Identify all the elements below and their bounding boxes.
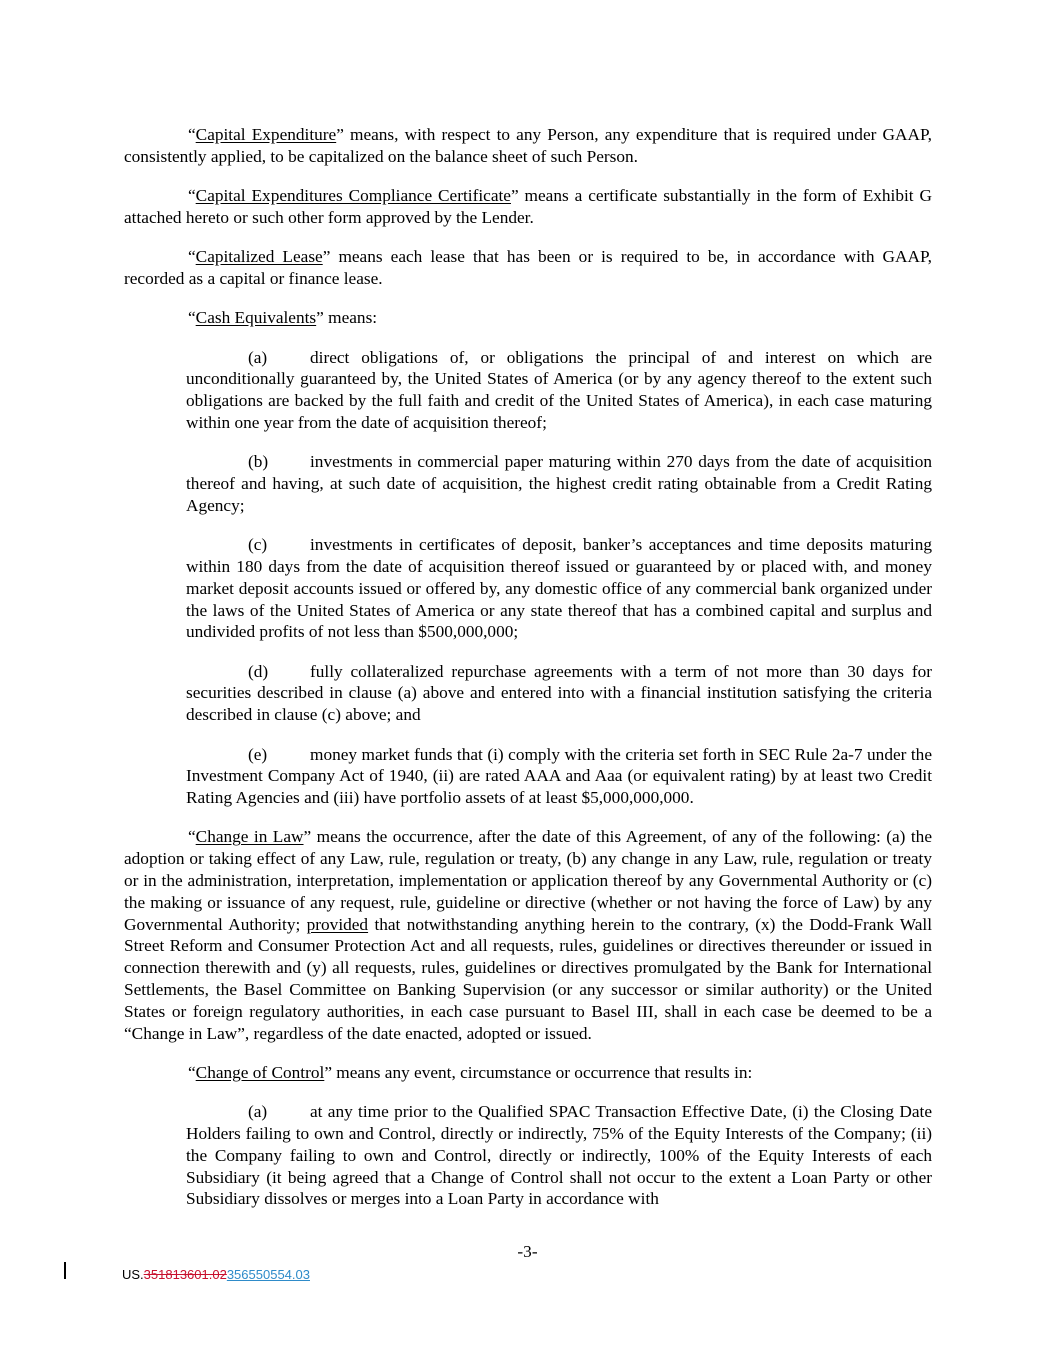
clause-label: (c) (248, 535, 268, 555)
revision-change-bar (64, 1262, 66, 1279)
definition-text: ” means: (316, 308, 378, 328)
open-quote: “ (188, 125, 196, 144)
clause-d (186, 661, 932, 726)
definition-change-of-control (124, 1062, 932, 1084)
defined-term: Change in Law (195, 827, 304, 847)
open-quote: “ (188, 247, 196, 267)
document-body (124, 124, 932, 1228)
clause-text: direct obligations of, or obligations the principal of and interest on which are unconditionally guaranteed by, the United States of America (or by any agency thereof to the extent such obligations are backed by the full faith and credit of the United States of America), in each case maturing within one year from the date of acquisition thereof; (186, 347, 932, 432)
defined-term: Capital Expenditure (195, 125, 337, 144)
definition-change-in-law (124, 826, 932, 1044)
definition-text: ” means, with respect to any Person, any expenditure that is required under GAAP, consistently applied, to be capitalized on the balance sheet of such Person. (124, 125, 932, 166)
open-quote: “ (188, 308, 196, 328)
document-id-inserted: 356550554.03 (226, 1267, 310, 1282)
clause-label: (b) (248, 452, 269, 472)
document-id-prefix: US. (122, 1267, 144, 1282)
clause-c (186, 534, 932, 643)
definition-capital-expenditure (124, 124, 932, 168)
defined-term: Cash Equivalents (195, 308, 317, 328)
definition-cash-equivalents (124, 307, 932, 329)
open-quote: “ (188, 186, 196, 206)
clause-text: money market funds that (i) comply with the criteria set forth in SEC Rule 2a-7 under the Investment Company Act of 1940, (ii) are rated AAA and Aaa (or equivalent rating) by at least two Credit Rating Agencies and (iii) have portfolio assets of at least $5,000,000,000. (186, 744, 932, 808)
definition-text: ” means a certificate substantially in the form of Exhibit G attached hereto or such other form approved by the Lender. (124, 186, 932, 227)
defined-term: Capital Expenditures Compliance Certificate (195, 186, 511, 206)
provided-term: provided (306, 914, 369, 934)
clause-b (186, 451, 932, 516)
clause-label: (e) (248, 744, 268, 764)
definition-capitalized-lease (124, 246, 932, 290)
change-of-control-clause-a (186, 1101, 932, 1210)
clause-label: (d) (248, 661, 269, 681)
clause-label: (a) (248, 1102, 268, 1122)
page-number: -3- (517, 1242, 538, 1261)
document-id-deleted: 351813601.02 (143, 1267, 227, 1282)
definition-capex-compliance-certificate (124, 185, 932, 229)
clause-text: investments in commercial paper maturing within 270 days from the date of acquisition thereof and having, at such date of acquisition, the highest credit rating obtainable from a Credit Rating Agency; (186, 452, 932, 515)
defined-term: Capitalized Lease (195, 247, 323, 267)
clause-text: fully collateralized repurchase agreements with a term of not more than 30 days for securities described in clause (a) above and entered into with a financial institution satisfying the criteria described in clause (c) above; and (186, 661, 932, 725)
open-quote: “ (188, 827, 196, 847)
defined-term: Change of Control (195, 1062, 325, 1082)
clause-e (186, 744, 932, 809)
clause-text: investments in certificates of deposit, banker’s acceptances and time deposits maturing within 180 days from the date of acquisition thereof issued or guaranteed by or placed with, and money market deposit accounts issued or offered by, any domestic office of any commercial bank organized under the laws of the United States of America or any state thereof that has a combined capital and surplus and undivided profits of not less than $500,000,000; (186, 535, 932, 642)
definition-text: ” means each lease that has been or is required to be, in accordance with GAAP, recorded as a capital or finance lease. (124, 247, 932, 288)
clause-label: (a) (248, 347, 268, 367)
open-quote: “ (188, 1062, 196, 1082)
definition-text-continued: that notwithstanding anything herein to the contrary, (x) the Dodd-Frank Wall Street Reform and Consumer Protection Act and all requests, rules, guidelines or directives thereunder or issued in connection therewith and (y) all requests, rules, guidelines or directives promulgated by the Bank for International Settlements, the Basel Committee on Banking Supervision (or any successor or similar authority) or the United States or foreign regulatory authorities, in each case pursuant to Basel III, shall in each case be deemed to be a “Change in Law”, regardless of the date enacted, adopted or issued. (124, 914, 932, 1043)
document-id-footer (122, 1264, 310, 1286)
clause-a (186, 347, 932, 434)
clause-text: at any time prior to the Qualified SPAC Transaction Effective Date, (i) the Closing Date Holders failing to own and Control, directly or indirectly, 75% of the Equity Interests of the Company; (ii) the Company failing to own and Control, directly or indirectly, 100% of the Equity Interests of each Subsidiary (it being agreed that a Change of Control shall not occur to the extent a Loan Party or other Subsidiary dissolves or merges into a Loan Party in accordance with (186, 1102, 932, 1209)
definition-text: ” means the occurrence, after the date of this Agreement, of any of the following: (a) the adoption or taking effect of any Law, rule, regulation or treaty, (b) any change in any Law, rule, regulation or treaty or in the administration, interpretation, implementation or application thereof by any Governmental Authority or (c) the making or issuance of any request, rule, guideline or directive (whether or not having the force of Law) by any Governmental Authority; (124, 827, 932, 934)
definition-text: ” means any event, circumstance or occurrence that results in: (324, 1062, 753, 1082)
